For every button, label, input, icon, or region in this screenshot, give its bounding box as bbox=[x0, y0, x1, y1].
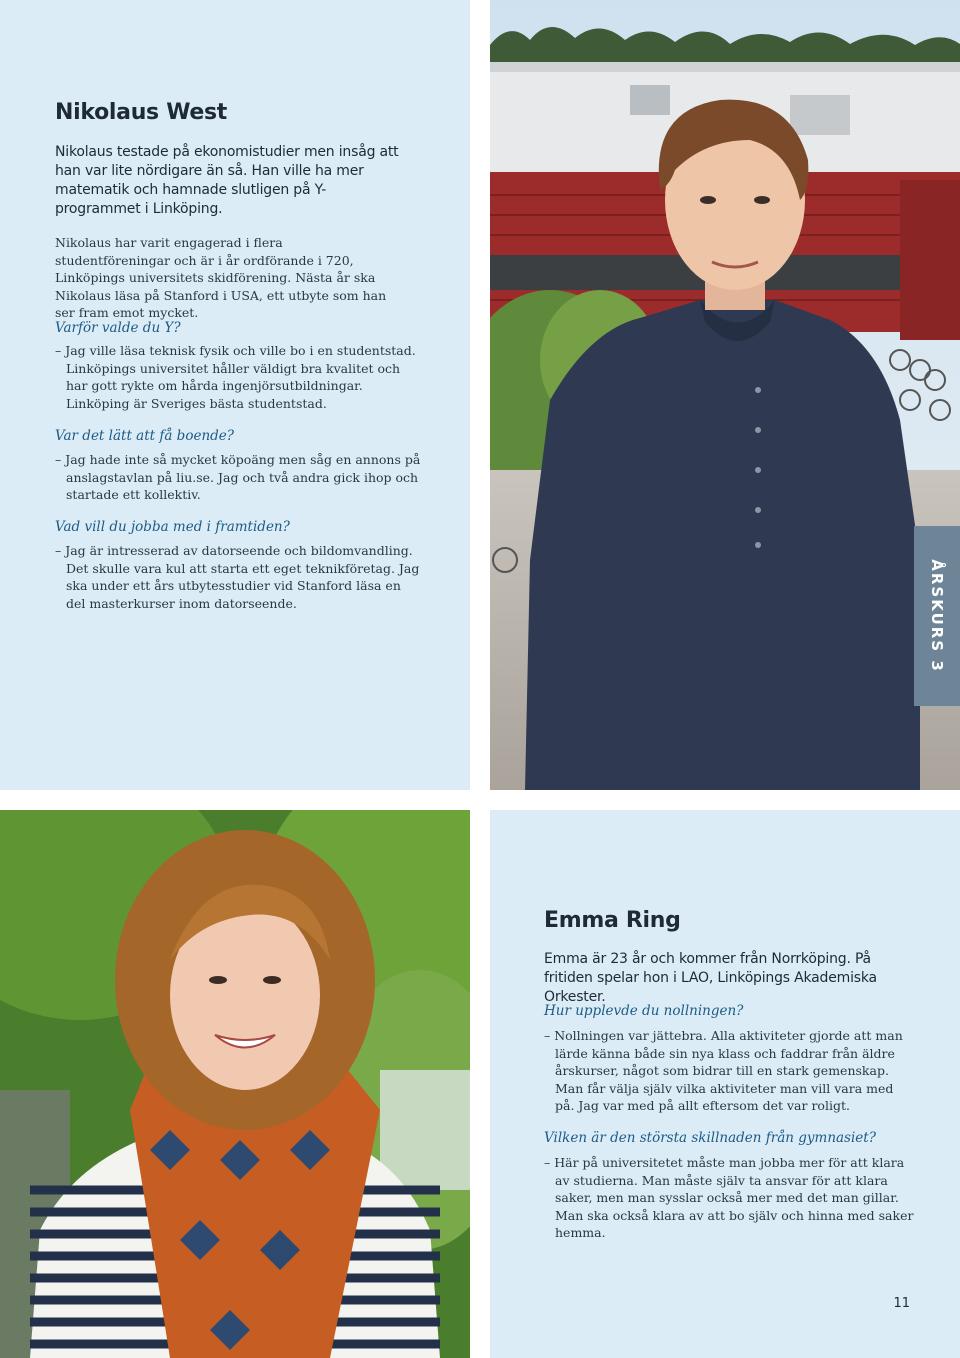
nikolaus-photo bbox=[490, 0, 960, 790]
nikolaus-question-1: Varför valde du Y? bbox=[55, 320, 181, 336]
emma-photo-illustration bbox=[0, 810, 470, 1358]
nikolaus-body: Nikolaus har varit engagerad i flera studentföreningar och är i år ordförande i 720, Linköpings universitets skidförening. Nästa år ska Nikolaus läsa på Stanford i USA, ett utbyte som han ser fram emot mycket. bbox=[55, 235, 387, 320]
year-tab-label: ÅRSKURS 3 bbox=[928, 559, 947, 673]
emma-intro: Emma är 23 år och kommer från Norrköping. På fritiden spelar hon i LAO, Linköpings Akademiska Orkester. bbox=[544, 951, 877, 1005]
emma-question-2: Vilken är den största skillnaden från gymnasiet? bbox=[544, 1130, 876, 1146]
nikolaus-photo-illustration bbox=[490, 0, 960, 790]
nikolaus-question-3: Vad vill du jobba med i framtiden? bbox=[55, 519, 290, 535]
emma-name: Emma Ring bbox=[544, 908, 681, 933]
page-number: 11 bbox=[893, 1296, 910, 1311]
nikolaus-text-panel bbox=[0, 0, 470, 790]
emma-photo bbox=[0, 810, 470, 1358]
emma-text-panel bbox=[490, 810, 960, 1358]
nikolaus-answer-3: – Jag är intresserad av datorseende och bildomvandling. Det skulle vara kul att starta ett eget teknikföretag. Jag ska under ett års utbytesstudier vid Stanford läsa en del masterkurser inom datorseende. bbox=[55, 543, 420, 611]
nikolaus-question-2: Var det lätt att få boende? bbox=[55, 428, 235, 444]
emma-answer-2: – Här på universitetet måste man jobba mer för att klara av studierna. Man måste själv ta ansvar för att klara saker, men man sysslar också mer med det man gillar. Man ska också klara av att bo själv och hinna med saker hemma. bbox=[544, 1155, 914, 1240]
year-tab bbox=[914, 526, 960, 706]
nikolaus-answer-2: – Jag hade inte så mycket köpoäng men såg en annons på anslagstavlan på liu.se. Jag och två andra gick ihop och startade ett kollektiv. bbox=[55, 452, 421, 502]
nikolaus-intro: Nikolaus testade på ekonomistudier men insåg att han var lite nördigare än så. Han ville ha mer matematik och hamnade slutligen på Y-programmet i Linköping. bbox=[55, 144, 399, 217]
emma-question-1: Hur upplevde du nollningen? bbox=[544, 1003, 744, 1019]
nikolaus-answer-1: – Jag ville läsa teknisk fysik och ville bo i en studentstad. Linköpings universitet håller väldigt bra kvalitet och har gott rykte om hårda ingenjörsutbildningar. Linköping är Sveriges bästa studentstad. bbox=[55, 343, 416, 411]
nikolaus-name: Nikolaus West bbox=[55, 100, 228, 125]
emma-answer-1: – Nollningen var jättebra. Alla aktiviteter gjorde att man lärde känna både sin nya klass och faddrar från äldre årskurser, något som bidrar till en stark gemenskap. Man får välja själv vilka aktiviteter man vill vara med på. Jag var med på allt eftersom det var roligt. bbox=[544, 1028, 903, 1113]
